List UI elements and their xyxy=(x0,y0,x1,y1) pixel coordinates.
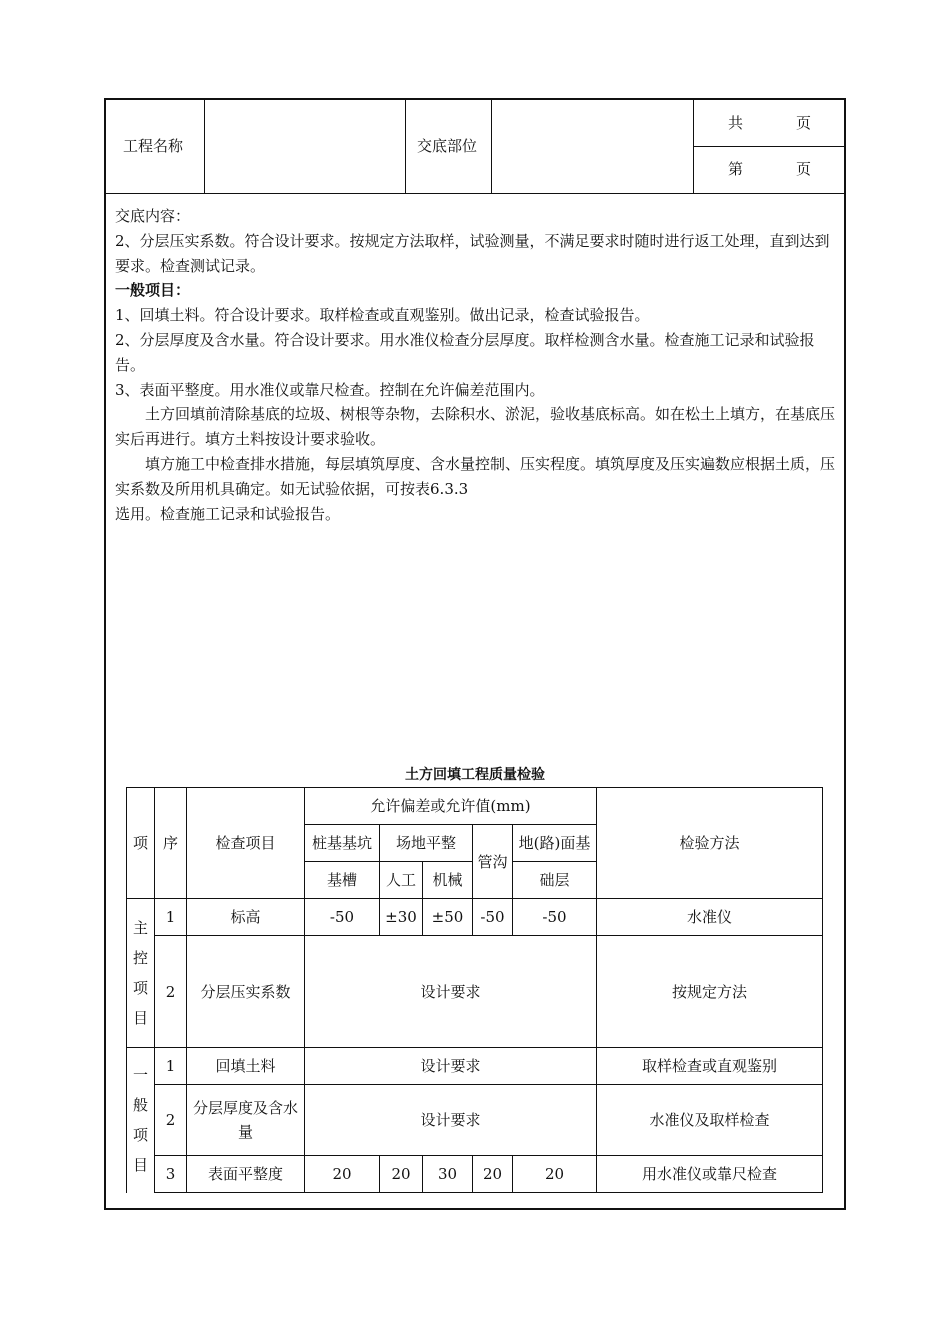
col-header-machine: 机械 xyxy=(423,862,473,899)
row-value: -50 xyxy=(513,899,597,936)
row-value: 20 xyxy=(305,1156,380,1193)
content-paragraph: 填方施工中检查排水措施，每层填筑厚度、含水量控制、压实程度。填筑厚度及压实遍数应根据土质，压实系数及所用机具确定。如无试验依据，可按表6.3.3 xyxy=(115,454,836,498)
general-items-heading: 一般项目： xyxy=(115,281,191,300)
page-label: 第 xyxy=(728,160,744,178)
row-seq: 3 xyxy=(155,1156,187,1193)
main-control-group: 主 控 项 目 xyxy=(127,899,155,1048)
row-value: -50 xyxy=(305,899,380,936)
row-requirement: 设计要求 xyxy=(305,1048,597,1085)
col-header-check-item: 检查项目 xyxy=(187,788,305,899)
row-check-item: 分层厚度及含水 量 xyxy=(187,1085,305,1156)
col-header-method: 检验方法 xyxy=(597,788,823,899)
quality-table-title: 土方回填工程质量检验 xyxy=(405,767,545,783)
row-requirement: 设计要求 xyxy=(305,936,597,1048)
col-header-seq: 序 xyxy=(155,788,187,899)
col-header-base-layer: 础层 xyxy=(513,862,597,899)
divider xyxy=(693,146,844,147)
content-paragraph: 3、表面平整度。用水准仪或靠尺检查。控制在允许偏差范围内。 xyxy=(115,380,545,399)
disclosure-part-label: 交底部位 xyxy=(417,137,478,155)
disclosure-form xyxy=(104,98,846,1210)
row-method: 按规定方法 xyxy=(597,936,823,1048)
row-seq: 2 xyxy=(155,936,187,1048)
row-method: 水准仪 xyxy=(597,899,823,936)
col-header-manual: 人工 xyxy=(380,862,423,899)
row-seq: 1 xyxy=(155,899,187,936)
row-method: 取样检查或直观鉴别 xyxy=(597,1048,823,1085)
divider xyxy=(491,100,492,193)
row-check-item: 回填土料 xyxy=(187,1048,305,1085)
row-value: ±30 xyxy=(380,899,423,936)
content-paragraph: 2、分层压实系数。符合设计要求。按规定方法取样，试验测量，不满足要求时随时进行返工处理，直到达到要求。检查测试记录。 xyxy=(115,231,830,275)
total-label: 共 xyxy=(728,114,744,132)
col-header-groove: 基槽 xyxy=(305,862,380,899)
disclosure-content xyxy=(115,204,840,526)
total-page-unit: 页 xyxy=(796,114,812,132)
col-header-pile-pit: 桩基基坑 xyxy=(305,825,380,862)
row-value: 30 xyxy=(423,1156,473,1193)
disclosure-part-value[interactable] xyxy=(498,136,688,156)
divider xyxy=(405,100,406,193)
row-check-item: 分层压实系数 xyxy=(187,936,305,1048)
content-paragraph: 选用。检查施工记录和试验报告。 xyxy=(115,504,341,523)
row-value: -50 xyxy=(473,899,513,936)
row-method: 水准仪及取样检查 xyxy=(597,1085,823,1156)
content-paragraph: 土方回填前清除基底的垃圾、树根等杂物，去除积水、淤泥，验收基底标高。如在松土上填方，在基底压实后再进行。填方土料按设计要求验收。 xyxy=(115,405,836,449)
row-value: 20 xyxy=(380,1156,423,1193)
col-header-item: 项 xyxy=(127,788,155,899)
row-check-item: 表面平整度 xyxy=(187,1156,305,1193)
col-header-site-leveling: 场地平整 xyxy=(380,825,473,862)
row-seq: 1 xyxy=(155,1048,187,1085)
col-header-trench: 管沟 xyxy=(473,825,513,899)
row-seq: 2 xyxy=(155,1085,187,1156)
row-value: 20 xyxy=(513,1156,597,1193)
form-header xyxy=(106,100,844,194)
content-paragraph: 2、分层厚度及含水量。符合设计要求。用水准仪检查分层厚度。取样检测含水量。检查施工记录和试验报告。 xyxy=(115,330,815,374)
row-requirement: 设计要求 xyxy=(305,1085,597,1156)
project-name-value[interactable] xyxy=(210,136,400,156)
col-header-tolerance: 允许偏差或允许值(mm) xyxy=(305,788,597,825)
project-name-label: 工程名称 xyxy=(123,137,184,155)
row-method: 用水准仪或靠尺检查 xyxy=(597,1156,823,1193)
row-value: ±50 xyxy=(423,899,473,936)
row-check-item: 标高 xyxy=(187,899,305,936)
divider xyxy=(204,100,205,193)
content-intro: 交底内容： xyxy=(115,207,191,225)
col-header-ground-base: 地(路)面基 xyxy=(513,825,597,862)
general-items-group: 一 般 项 目 xyxy=(127,1048,155,1193)
quality-inspection-table xyxy=(126,787,823,1193)
row-value: 20 xyxy=(473,1156,513,1193)
page-unit: 页 xyxy=(796,160,812,178)
content-paragraph: 1、回填土料。符合设计要求。取样检查或直观鉴别。做出记录，检查试验报告。 xyxy=(115,306,650,325)
